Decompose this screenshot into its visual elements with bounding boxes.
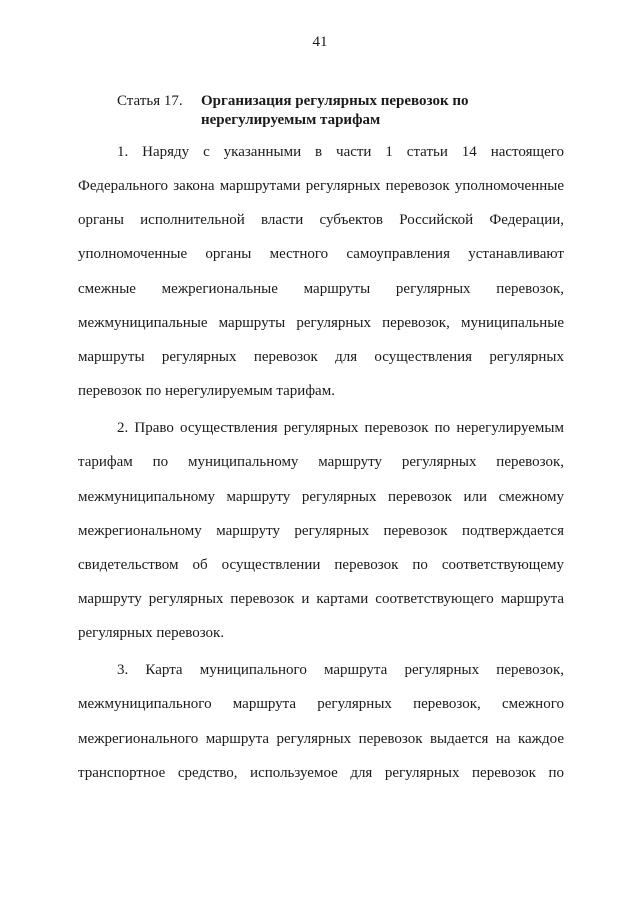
- paragraph-line: 2. Право осуществления регулярных перевозок по нерегулируемым: [117, 420, 564, 436]
- paragraph-line: 3. Карта муниципального маршрута регулярных перевозок,: [117, 662, 564, 678]
- paragraph-line: маршруту регулярных перевозок и картами соответствующего маршрута: [78, 591, 564, 607]
- page-number: 41: [312, 34, 328, 50]
- paragraph-line: межрегионального маршрута регулярных перевозок выдается на каждое: [78, 731, 564, 747]
- paragraph-line: межрегиональному маршруту регулярных перевозок подтверждается: [78, 523, 564, 539]
- paragraph-line: перевозок по нерегулируемым тарифам.: [78, 383, 335, 399]
- paragraph-line: транспортное средство, используемое для регулярных перевозок по: [78, 765, 564, 781]
- paragraph-line: тарифам по муниципальному маршруту регулярных перевозок,: [78, 454, 564, 470]
- paragraph-line: смежные межрегиональные маршруты регулярных перевозок,: [78, 281, 564, 297]
- paragraph-line: 1. Наряду с указанными в части 1 статьи 14 настоящего: [117, 144, 564, 160]
- paragraph-line: регулярных перевозок.: [78, 625, 225, 641]
- paragraph-line: межмуниципальному маршруту регулярных перевозок или смежному: [78, 489, 564, 505]
- paragraph-line: Федерального закона маршрутами регулярных перевозок уполномоченные: [78, 178, 564, 194]
- article-title-line: Организация регулярных перевозок по: [201, 93, 469, 109]
- article-title: [201, 92, 501, 130]
- paragraph-line: уполномоченные органы местного самоуправления устанавливают: [78, 246, 564, 262]
- paragraph-line: маршруты регулярных перевозок для осуществления регулярных: [78, 349, 564, 365]
- paragraph-line: межмуниципальные маршруты регулярных перевозок, муниципальные: [78, 315, 564, 331]
- paragraph-line: свидетельством об осуществлении перевозок по соответствующему: [78, 557, 564, 573]
- paragraph-line: органы исполнительной власти субъектов Российской Федерации,: [78, 212, 564, 228]
- article-title-line: нерегулируемым тарифам: [201, 112, 381, 128]
- paragraph-line: межмуниципального маршрута регулярных перевозок, смежного: [78, 696, 564, 712]
- article-label: Статья 17.: [117, 93, 183, 109]
